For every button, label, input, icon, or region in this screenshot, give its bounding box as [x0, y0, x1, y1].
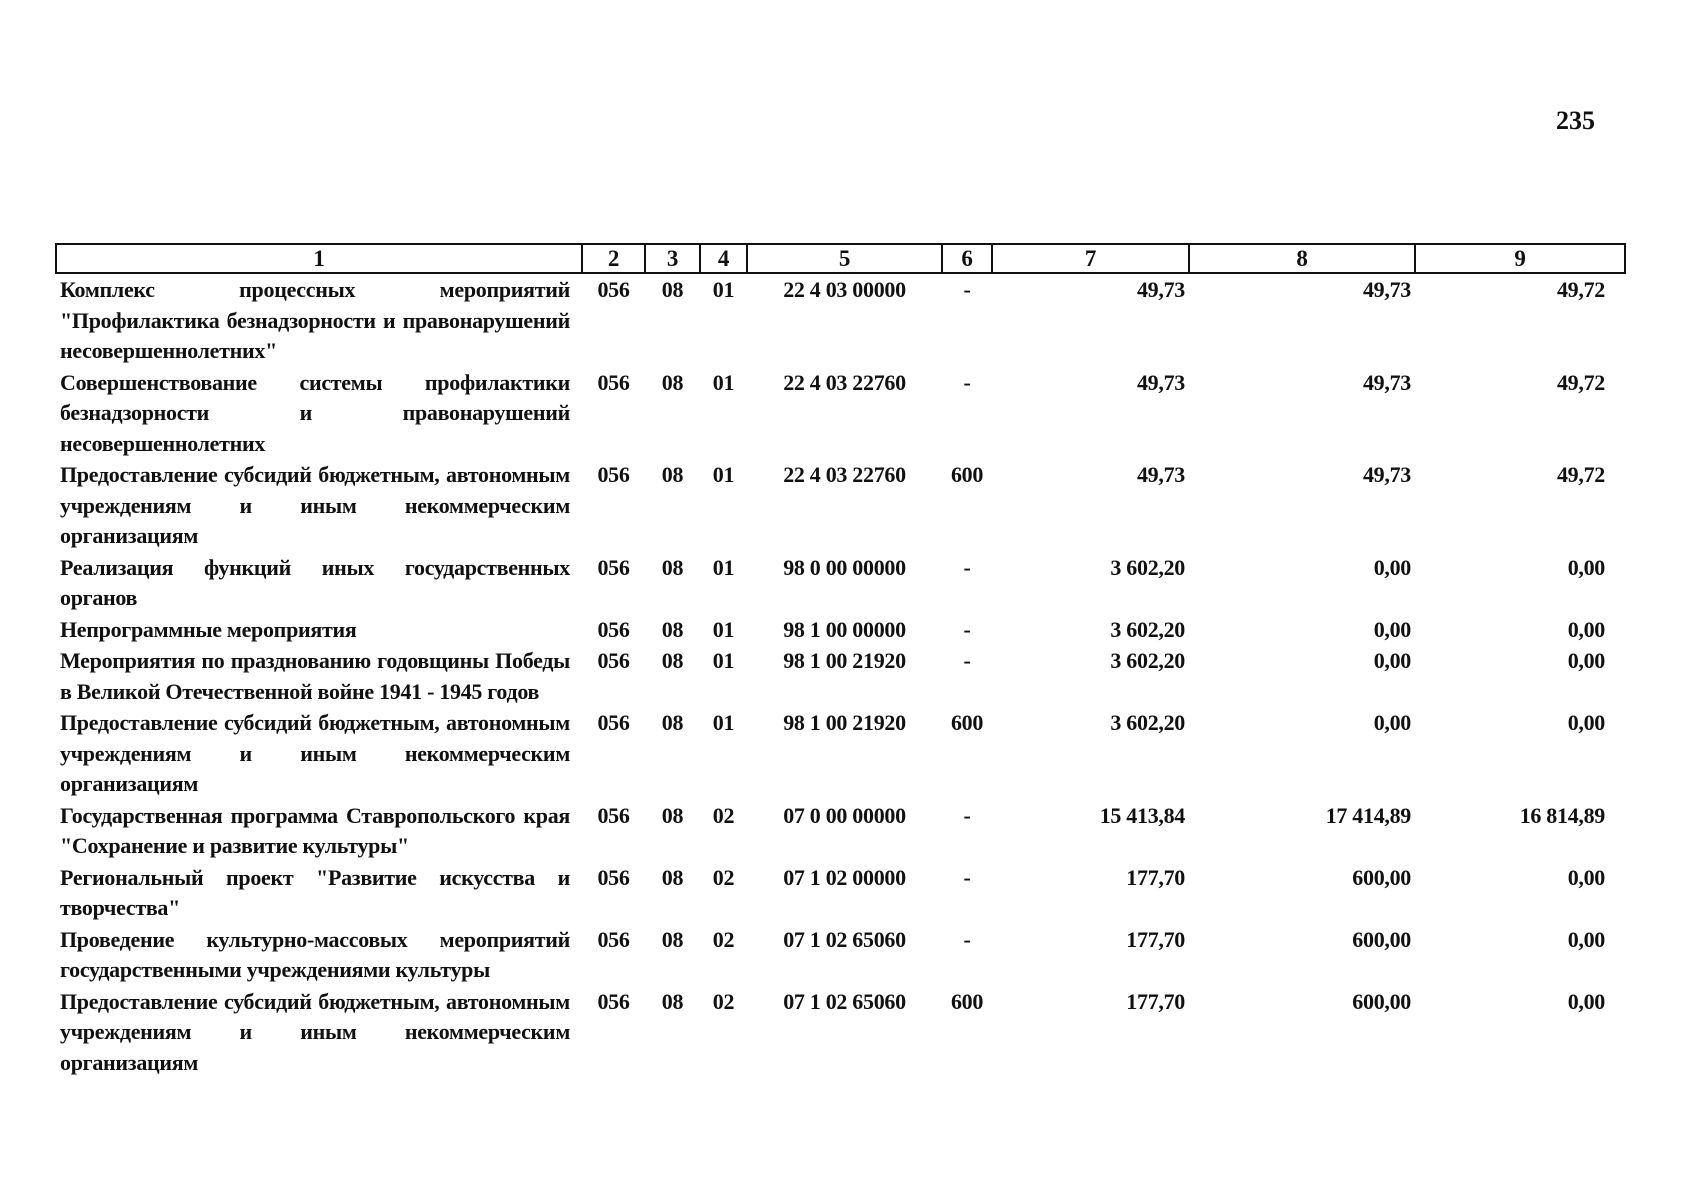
cell-col-5: 98 1 00 21920	[783, 648, 906, 673]
table-row	[56, 273, 1625, 367]
column-header-8: 8	[1189, 244, 1415, 273]
cell-col-7: 177,70	[1126, 864, 1185, 890]
cell-col-8: 49,73	[1362, 277, 1411, 302]
cell-col-9: 0,00	[1567, 864, 1605, 890]
cell-col-3: 08	[661, 277, 684, 302]
cell-col-8: 600,00	[1352, 988, 1411, 1014]
cell-col-6: -	[963, 369, 971, 395]
header-row	[56, 244, 1625, 273]
cell-col-8: 0,00	[1373, 616, 1411, 642]
column-header-1: 1	[56, 244, 582, 273]
row-description: Проведение культурно-массовых мероприятий государственными учреждениями культуры	[60, 926, 570, 982]
cell-col-3: 08	[661, 369, 684, 395]
cell-col-6: -	[963, 864, 971, 890]
cell-col-4: 01	[712, 369, 735, 395]
row-description: Непрограммные мероприятия	[60, 616, 357, 642]
row-description: Региональный проект "Развитие искусства и творчества"	[60, 864, 570, 920]
cell-col-5: 98 1 00 00000	[783, 616, 906, 642]
cell-col-3: 08	[661, 616, 684, 642]
cell-col-3: 08	[661, 648, 684, 673]
cell-col-2: 056	[597, 864, 630, 890]
cell-col-6: 600	[950, 710, 984, 735]
cell-col-6: -	[963, 802, 971, 828]
cell-col-8: 17 414,89	[1325, 802, 1411, 828]
table-header	[56, 244, 1625, 273]
cell-col-9: 16 814,89	[1519, 802, 1605, 828]
cell-col-4: 01	[712, 277, 735, 302]
row-description: Мероприятия по празднованию годовщины Победы в Великой Отечественной войне 1941 - 1945 годов	[60, 648, 570, 704]
column-header-2: 2	[582, 244, 645, 273]
cell-col-2: 056	[597, 369, 630, 395]
row-description: Предоставление субсидий бюджетным, автономным учреждениям и иным некоммерческим организациям	[60, 710, 570, 796]
cell-col-5: 07 1 02 00000	[783, 864, 906, 890]
cell-col-3: 08	[661, 988, 684, 1014]
cell-col-7: 3 602,20	[1110, 710, 1185, 735]
table-row	[56, 645, 1625, 707]
table-row	[56, 986, 1625, 1079]
row-description: Совершенствование системы профилактики безнадзорности и правонарушений несовершеннолетних	[60, 369, 570, 456]
cell-col-4: 02	[712, 926, 735, 952]
cell-col-4: 01	[712, 648, 735, 673]
cell-col-8: 0,00	[1373, 710, 1411, 735]
table-row	[56, 862, 1625, 924]
cell-col-6: -	[963, 648, 971, 673]
table-row	[56, 367, 1625, 460]
cell-col-3: 08	[661, 802, 684, 828]
cell-col-7: 177,70	[1126, 926, 1185, 952]
cell-col-3: 08	[661, 554, 684, 580]
cell-col-2: 056	[597, 648, 630, 673]
cell-col-9: 49,72	[1556, 462, 1605, 487]
cell-col-6: 600	[950, 988, 984, 1014]
budget-table	[55, 243, 1626, 1078]
column-header-7: 7	[992, 244, 1189, 273]
cell-col-4: 02	[712, 802, 735, 828]
cell-col-5: 22 4 03 22760	[783, 462, 906, 487]
cell-col-7: 49,73	[1136, 462, 1185, 487]
cell-col-2: 056	[597, 710, 630, 735]
row-description: Предоставление субсидий бюджетным, автономным учреждениям и иным некоммерческим организациям	[60, 462, 570, 548]
column-header-6: 6	[942, 244, 992, 273]
cell-col-5: 07 0 00 00000	[783, 802, 906, 828]
cell-col-5: 07 1 02 65060	[783, 988, 906, 1014]
cell-col-4: 01	[712, 554, 735, 580]
cell-col-5: 22 4 03 00000	[783, 277, 906, 302]
cell-col-9: 0,00	[1567, 926, 1605, 952]
page-number: 235	[1556, 106, 1595, 135]
cell-col-9: 0,00	[1567, 616, 1605, 642]
cell-col-7: 49,73	[1136, 369, 1185, 395]
cell-col-6: -	[963, 554, 971, 580]
table-row	[56, 614, 1625, 646]
row-description: Комплекс процессных мероприятий "Профилактика безнадзорности и правонарушений несовершеннолетних"	[60, 277, 570, 363]
cell-col-6: -	[963, 277, 971, 302]
cell-col-6: -	[963, 616, 971, 642]
table-row	[56, 924, 1625, 986]
cell-col-7: 15 413,84	[1099, 802, 1185, 828]
cell-col-5: 22 4 03 22760	[783, 369, 906, 395]
cell-col-9: 0,00	[1567, 554, 1605, 580]
cell-col-2: 056	[597, 277, 630, 302]
cell-col-3: 08	[661, 864, 684, 890]
cell-col-4: 02	[712, 864, 735, 890]
table-row	[56, 459, 1625, 552]
cell-col-9: 0,00	[1567, 710, 1605, 735]
cell-col-8: 600,00	[1352, 926, 1411, 952]
cell-col-6: -	[963, 926, 971, 952]
cell-col-4: 02	[712, 988, 735, 1014]
row-description: Предоставление субсидий бюджетным, автономным учреждениям и иным некоммерческим организациям	[60, 988, 570, 1075]
cell-col-8: 49,73	[1362, 462, 1411, 487]
column-header-9: 9	[1415, 244, 1625, 273]
cell-col-6: 600	[950, 462, 984, 487]
row-description: Государственная программа Ставропольского края "Сохранение и развитие культуры"	[60, 802, 570, 858]
cell-col-2: 056	[597, 554, 630, 580]
table-row	[56, 707, 1625, 800]
cell-col-3: 08	[661, 926, 684, 952]
cell-col-2: 056	[597, 802, 630, 828]
cell-col-7: 177,70	[1126, 988, 1185, 1014]
cell-col-8: 0,00	[1373, 554, 1411, 580]
cell-col-8: 49,73	[1362, 369, 1411, 395]
cell-col-2: 056	[597, 616, 630, 642]
cell-col-9: 49,72	[1556, 369, 1605, 395]
row-description: Реализация функций иных государственных органов	[60, 554, 570, 610]
cell-col-9: 0,00	[1567, 988, 1605, 1014]
cell-col-2: 056	[597, 462, 630, 487]
column-header-5: 5	[747, 244, 942, 273]
cell-col-4: 01	[712, 462, 735, 487]
cell-col-8: 0,00	[1373, 648, 1411, 673]
column-header-4: 4	[700, 244, 747, 273]
table-row	[56, 800, 1625, 862]
cell-col-3: 08	[661, 462, 684, 487]
cell-col-9: 49,72	[1556, 277, 1605, 302]
cell-col-7: 3 602,20	[1110, 554, 1185, 580]
cell-col-5: 07 1 02 65060	[783, 926, 906, 952]
cell-col-7: 3 602,20	[1110, 648, 1185, 673]
table-body	[56, 273, 1625, 1078]
cell-col-7: 3 602,20	[1110, 616, 1185, 642]
cell-col-3: 08	[661, 710, 684, 735]
cell-col-5: 98 0 00 00000	[783, 554, 906, 580]
cell-col-7: 49,73	[1136, 277, 1185, 302]
table-row	[56, 552, 1625, 614]
cell-col-2: 056	[597, 926, 630, 952]
cell-col-4: 01	[712, 710, 735, 735]
cell-col-5: 98 1 00 21920	[783, 710, 906, 735]
cell-col-4: 01	[712, 616, 735, 642]
cell-col-2: 056	[597, 988, 630, 1014]
cell-col-8: 600,00	[1352, 864, 1411, 890]
column-header-3: 3	[645, 244, 700, 273]
cell-col-9: 0,00	[1567, 648, 1605, 673]
